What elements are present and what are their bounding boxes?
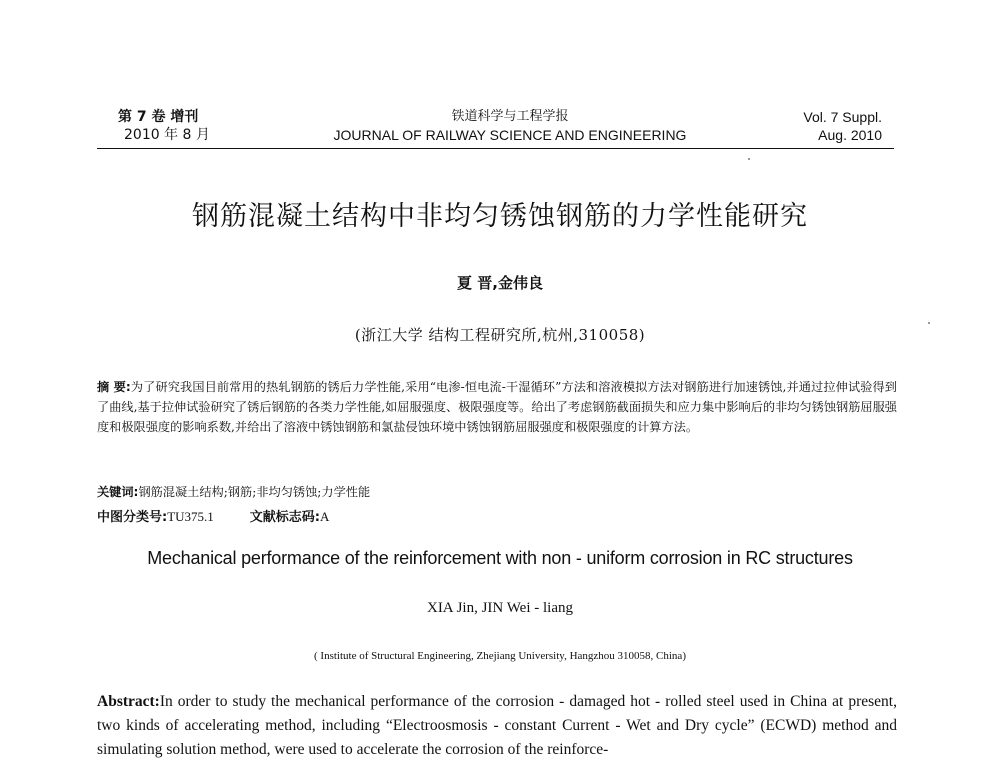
issue-date-en: Aug. 2010	[818, 127, 882, 143]
scan-speck	[748, 158, 750, 160]
abstract-en	[97, 690, 897, 762]
issue-date-cn: 2010 年 8 月	[124, 127, 210, 143]
affiliation-cn: (浙江大学 结构工程研究所,杭州,310058)	[354, 326, 646, 344]
journal-name	[300, 108, 720, 144]
keywords-cn-text: 钢筋混凝土结构;钢筋;非均匀锈蚀;力学性能	[138, 485, 371, 499]
doc-code-value: A	[320, 509, 330, 524]
doc-code-label: 文献标志码:	[249, 510, 320, 525]
paper-title-en: Mechanical performance of the reinforcement with non - uniform corrosion in RC structures	[147, 548, 853, 568]
journal-name-en: JOURNAL OF RAILWAY SCIENCE AND ENGINEERING	[333, 127, 687, 143]
abstract-cn-label: 摘 要:	[97, 380, 131, 394]
abstract-cn-text: 为了研究我国目前常用的热轧钢筋的锈后力学性能,采用“电渗-恒电流-干湿循环”方法和溶液模拟方法对钢筋进行加速锈蚀,并通过拉伸试验得到了曲线,基于拉伸试验研究了锈后钢筋的各类力学性能,如屈服强度、极限强度等。给出了考虑钢筋截面损失和应力集中影响后的非均匀锈蚀钢筋屈服强度和极限强度的影响系数,并给出了溶液中锈蚀钢筋和氯盐侵蚀环境中锈蚀钢筋屈服强度和极限强度的计算方法。	[97, 380, 897, 434]
paper-title-cn: 钢筋混凝土结构中非均匀锈蚀钢筋的力学性能研究	[192, 201, 808, 232]
authors-cn: 夏 晋,金伟良	[457, 274, 543, 292]
classification-line	[97, 506, 365, 525]
journal-volume-info-en	[803, 108, 882, 144]
abstract-en-label: Abstract:	[97, 693, 160, 710]
journal-volume-info	[118, 108, 210, 144]
abstract-cn	[97, 377, 897, 437]
authors-en: XIA Jin, JIN Wei - liang	[426, 600, 573, 616]
volume-issue: 第 7 卷 增刊	[118, 109, 199, 125]
keywords-cn	[97, 483, 370, 500]
clc-label: 中图分类号:	[97, 510, 168, 525]
abstract-en-text: In order to study the mechanical performance of the corrosion - damaged hot - rolled steel used in China at present, two kinds of accelerating method, including “Electroosmosis - constant Current - Wet and Dry cycle” (ECWD) method and simulating solution method, were used to accelerate the corrosion of the reinforce-	[97, 693, 897, 758]
header-rule	[97, 148, 894, 149]
affiliation-en: ( Institute of Structural Engineering, Zhejiang University, Hangzhou 310058, China)	[314, 650, 686, 662]
clc-value: TU375.1	[167, 509, 214, 524]
keywords-cn-label: 关键词:	[97, 485, 139, 499]
volume-issue-en: Vol. 7 Suppl.	[803, 109, 882, 125]
journal-name-cn: 铁道科学与工程学报	[451, 109, 569, 124]
